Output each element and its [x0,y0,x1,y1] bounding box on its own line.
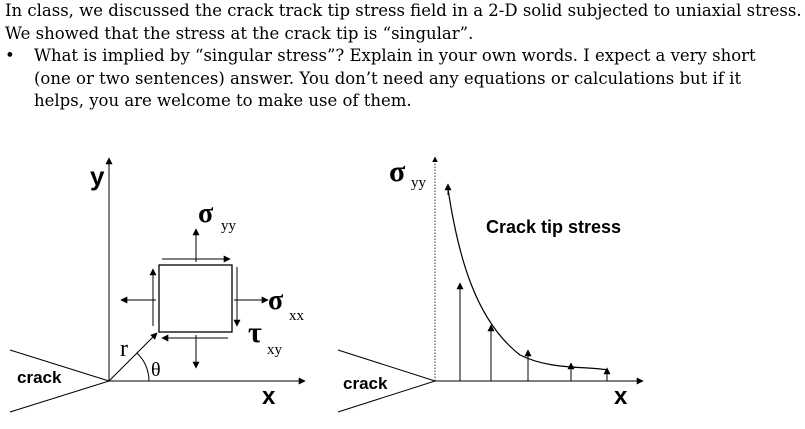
right-figure-title: Crack tip stress [486,217,622,237]
left-figure [10,158,305,412]
bullet-line-3: helps, you are welcome to make use of them. [34,91,412,110]
r-label: r [120,336,128,362]
left-crack-label: crack [17,368,62,387]
right-x-axis-label: x [614,383,628,410]
intro-line-2: We showed that the stress at the crack tip is “singular”. [5,23,474,43]
bullet-marker: • [5,46,15,65]
sigma-xx-subscript: xx [289,308,304,324]
sigma-xx-symbol: σ [268,285,284,316]
right-figure [338,155,643,412]
theta-label: θ [151,359,161,381]
tau-xy-symbol: τ [248,316,262,349]
theta-arc [137,353,149,381]
intro-line-1: In class, we discussed the crack track tip stress field in a 2-D solid subjected to uniaxial stress. [5,1,802,20]
right-sigma-subscript: yy [411,175,426,191]
stress-element [159,265,232,332]
left-x-axis-label: x [262,383,276,410]
right-sigma-symbol: σ [389,155,406,188]
sigma-yy-subscript: yy [221,218,236,234]
left-y-axis-label: y [90,161,105,191]
sigma-yy-symbol: σ [198,198,214,229]
bullet-line-1: What is implied by “singular stress”? Explain in your own words. I expect a very short [34,46,756,65]
tau-xy-subscript: xy [267,342,282,358]
radius-vector [109,333,157,381]
right-crack-label: crack [343,374,388,393]
bullet-line-2: (one or two sentences) answer. You don’t need any equations or calculations but if it [34,68,742,88]
